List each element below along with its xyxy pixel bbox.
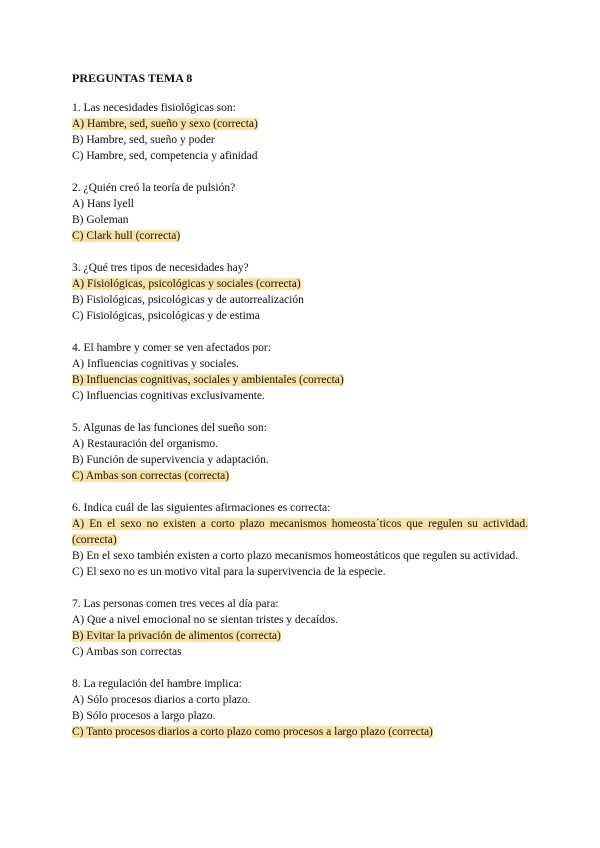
answer-c: [72, 724, 528, 740]
question-1: [72, 100, 528, 164]
question-text: 2. ¿Quién creó la teoría de pulsión?: [72, 182, 236, 194]
answer-a: [72, 516, 528, 548]
question-3: [72, 260, 528, 324]
document-title: PREGUNTAS TEMA 8: [72, 71, 193, 85]
question-2: [72, 180, 528, 244]
question-7: [72, 596, 528, 660]
correct-answer-highlight: A) Fisiológicas, psicológicas y sociales (correcta): [72, 278, 301, 290]
question-text: 6. Indica cuál de las siguientes afirmaciones es correcta:: [72, 502, 331, 514]
answer-b: B) Hambre, sed, sueño y poder: [72, 134, 215, 146]
correct-answer-highlight: B) Evitar la privación de alimentos (correcta): [72, 630, 281, 642]
answer-a: A) Que a nivel emocional no se sientan tristes y decaídos.: [72, 614, 339, 626]
question-8: [72, 676, 528, 740]
correct-answer-highlight: A) Hambre, sed, sueño y sexo (correcta): [72, 118, 258, 130]
answer-b: B) Sólo procesos a largo plazo.: [72, 710, 216, 722]
answer-a: A) Influencias cognitivas y sociales.: [72, 358, 240, 370]
answer-a: A) Sólo procesos diarios a corto plazo.: [72, 694, 251, 706]
correct-answer-highlight: C) Clark hull (correcta): [72, 230, 181, 242]
question-4: [72, 340, 528, 404]
question-text: 7. Las personas comen tres veces al día para:: [72, 598, 279, 610]
answer-a: A) Hans lyell: [72, 198, 134, 210]
correct-answer-highlight: B) Influencias cognitivas, sociales y ambientales (correcta): [72, 374, 344, 386]
answer-a: [72, 116, 528, 132]
question-5: [72, 420, 528, 484]
question-6: [72, 500, 528, 580]
question-text: 1. Las necesidades fisiológicas son:: [72, 102, 236, 114]
answer-c: C) El sexo no es un motivo vital para la supervivencia de la especie.: [72, 566, 386, 578]
answer-b: B) Función de supervivencia y adaptación.: [72, 454, 269, 466]
question-text: 4. El hambre y comer se ven afectados por:: [72, 342, 271, 354]
answer-a: A) Restauración del organismo.: [72, 438, 219, 450]
answer-c: C) Influencias cognitivas exclusivamente.: [72, 390, 265, 402]
answer-c: C) Fisiológicas, psicológicas y de estima: [72, 310, 260, 322]
answer-b: [72, 372, 528, 388]
answer-b: [72, 628, 528, 644]
question-text: 5. Algunas de las funciones del sueño son:: [72, 422, 267, 434]
answer-c: [72, 468, 528, 484]
correct-answer-highlight: C) Tanto procesos diarios a corto plazo como procesos a largo plazo (correcta): [72, 726, 433, 738]
answer-b: B) Fisiológicas, psicológicas y de autorrealización: [72, 294, 304, 306]
correct-answer-highlight: A) En el sexo no existen a corto plazo mecanismos homeosta´ticos que regulen su actividad. (correcta): [72, 518, 528, 546]
answer-a: [72, 276, 528, 292]
answer-c: [72, 228, 528, 244]
answer-c: C) Hambre, sed, competencia y afinidad: [72, 150, 258, 162]
answer-b: B) Goleman: [72, 214, 129, 226]
correct-answer-highlight: C) Ambas son correctas (correcta): [72, 470, 230, 482]
question-text: 8. La regulación del hambre implica:: [72, 678, 242, 690]
answer-b: B) En el sexo también existen a corto plazo mecanismos homeostáticos que regulen su actividad.: [72, 550, 519, 562]
answer-c: C) Ambas son correctas: [72, 646, 182, 658]
question-text: 3. ¿Qué tres tipos de necesidades hay?: [72, 262, 249, 274]
